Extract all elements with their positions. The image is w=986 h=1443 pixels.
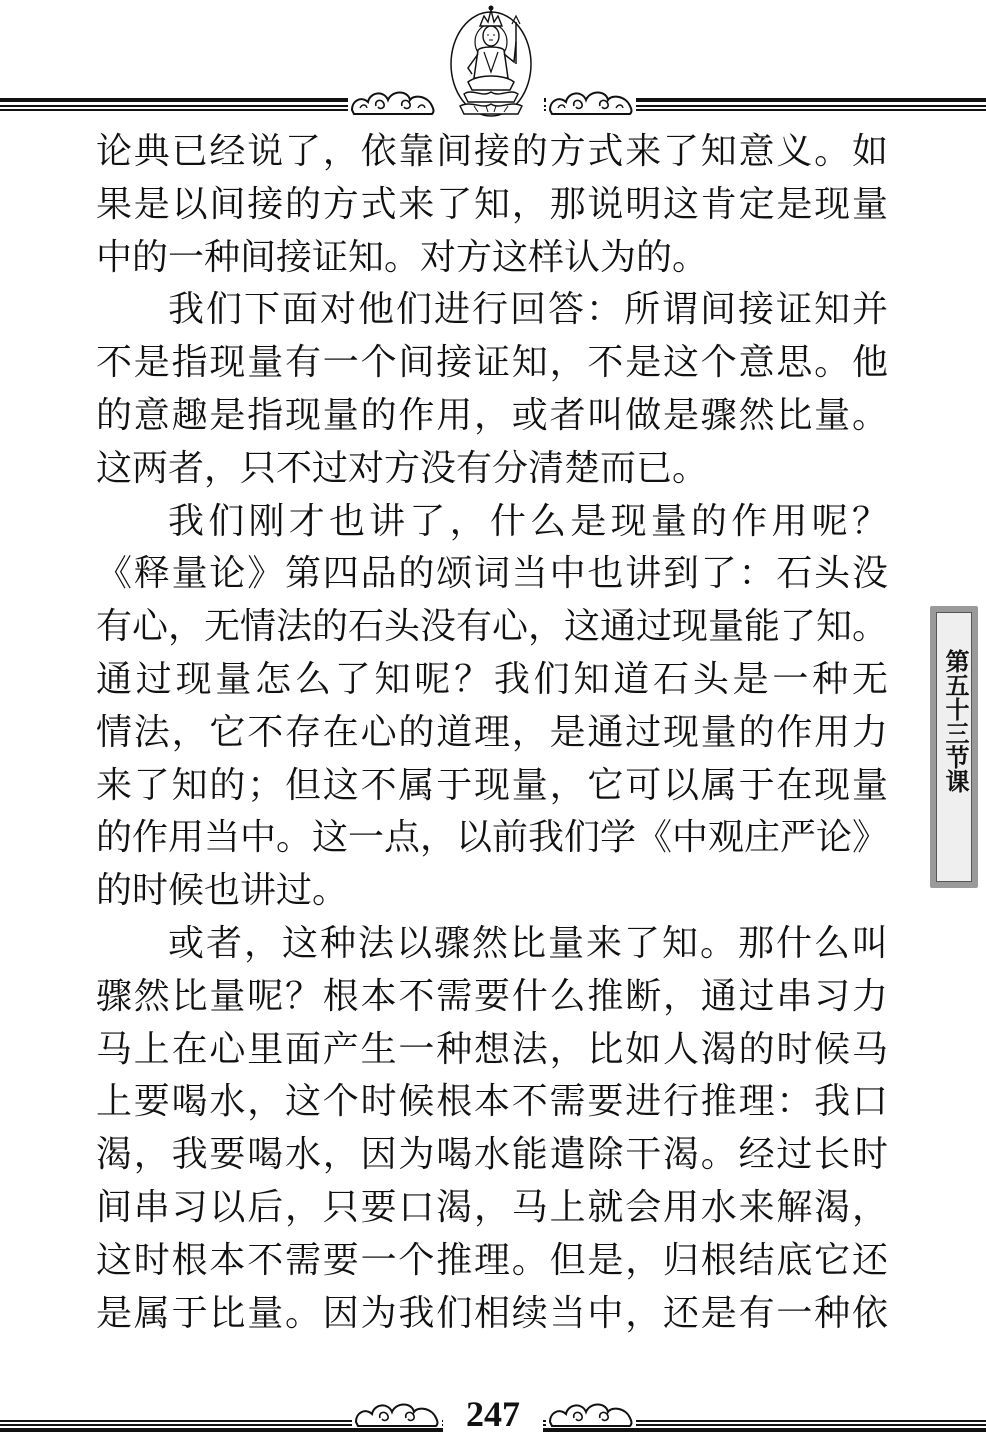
text-line: 渴，我要喝水，因为喝水能遣除干渴。经过长时 [96, 1134, 888, 1176]
text-line: 不是指现量有一个间接证知，不是这个意思。他 [96, 342, 888, 384]
cloud-ornament-icon [352, 1394, 442, 1428]
text-line: 马上在心里面产生一种想法，比如人渴的时候马 [96, 1028, 888, 1070]
cloud-ornament-icon [348, 82, 438, 116]
chapter-side-tab [930, 606, 978, 888]
chapter-label: 第五十三节课 [941, 649, 969, 793]
text-line: 这两者，只不过对方没有分清楚而已。 [96, 447, 709, 489]
text-line: 这时根本不需要一个推理。但是，归根结底它还 [96, 1239, 888, 1281]
text-line: 的作用当中。这一点，以前我们学《中观庄严论》 [96, 817, 889, 859]
text-line: 是属于比量。因为我们相续当中，还是有一种依 [96, 1292, 888, 1334]
text-line: 中的一种间接证知。对方这样认为的。 [96, 236, 709, 278]
text-line: 间串习以后，只要口渴，马上就会用水来解渴， [96, 1186, 888, 1228]
text-line: 我们刚才也讲了，什么是现量的作用呢？ [168, 500, 888, 542]
padmasambhava-figure-icon [438, 2, 544, 120]
text-line: 有心，无情法的石头没有心，这通过现量能了知。 [96, 606, 889, 648]
text-line: 来了知的；但这不属于现量，它可以属于在现量 [96, 764, 888, 806]
text-line: 《释量论》第四品的颂词当中也讲到了：石头没 [96, 553, 888, 595]
cloud-ornament-icon [546, 82, 636, 116]
text-line: 情法，它不存在心的道理，是通过现量的作用力 [96, 711, 888, 753]
body-text [96, 126, 888, 1340]
page-number: 247 [443, 1392, 543, 1436]
text-line: 骤然比量呢？根本不需要什么推断，通过串习力 [96, 975, 888, 1017]
text-line: 的意趣是指现量的作用，或者叫做是骤然比量。 [96, 394, 888, 436]
text-line: 或者，这种法以骤然比量来了知。那什么叫 [168, 922, 888, 964]
text-line: 我们下面对他们进行回答：所谓间接证知并 [168, 289, 888, 331]
text-line: 果是以间接的方式来了知，那说明这肯定是现量 [96, 183, 888, 225]
cloud-ornament-icon [546, 1394, 636, 1428]
text-line: 通过现量怎么了知呢？我们知道石头是一种无 [96, 658, 888, 700]
text-line: 论典已经说了，依靠间接的方式来了知意义。如 [96, 131, 888, 172]
text-line: 上要喝水，这个时候根本不需要进行推理：我口 [96, 1081, 888, 1123]
text-line: 的时候也讲过。 [96, 870, 349, 912]
